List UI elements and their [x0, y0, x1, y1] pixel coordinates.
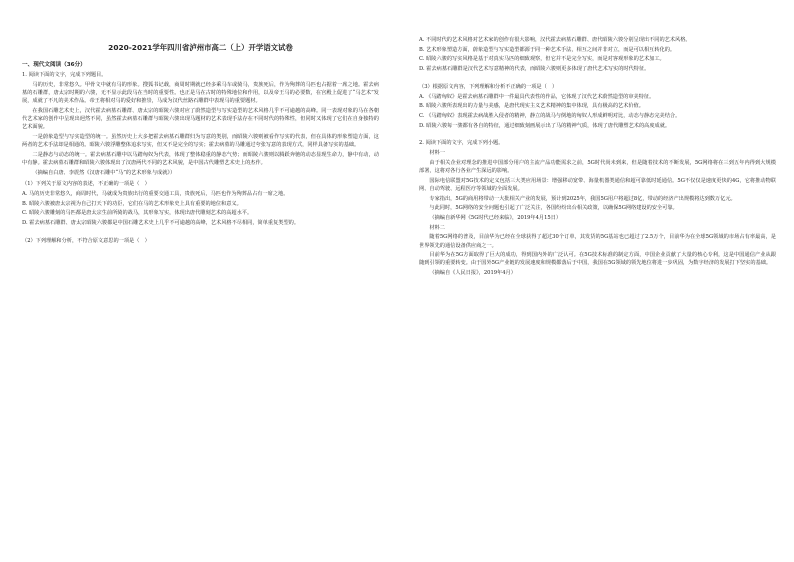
- source-note: （摘编自新华网《5G时代已经来临》，2019年4月15日）: [429, 214, 562, 221]
- option: A. 不同时代的艺术风格对艺术家的创作有很大影响，汉代霍去病墓石雕群、唐代昭陵六骏分别呈现出不同的艺术风格。: [419, 37, 691, 43]
- paragraph: 与此同时，5G网络的安全问题也引起了广泛关注，各国纷纷出台相关政策，以确保5G网络建设的安全可靠。: [429, 205, 678, 212]
- paragraph: 二是静态与动态的统一。霍去病墓石雕中以马踏匈奴为代表，体现了整体稳重的静态气势；而昭陵六骏则以腾跃奔驰的动态显现生命力，静中有动，动中有静。霍去病墓石雕群和昭陵六骏体现出了汉唐两代不同的艺术风貌，是中国古代雕塑艺术史上的杰作。: [22, 152, 379, 167]
- right-column: [419, 36, 776, 279]
- paragraph: 由于相关企业对理念的推进中国部分用户的主流产品功能需求之前，5G时代尚未到来，但是随着技术的不断发展，5G网络将在三到五年内得到大规模部署，这将对各行各业产生深远的影响。: [419, 159, 776, 174]
- source-note: （摘编自白唐、李震然《汉唐石雕中“马”的艺术形象与成就》）: [32, 169, 176, 176]
- section-heading: 一、现代文阅读（36分）: [22, 62, 86, 68]
- option: C. 《马踏匈奴》表现霍去病战胜入侵者的精神，静立的战马与倒地的匈奴人形成鲜明对比，动态与静态完美结合。: [419, 112, 681, 119]
- paragraph: 国际电信联盟对5G技术的定义包括三大类应用场景：增强移动宽带、海量机器类通信和超可靠低时延通信。5G不仅仅是速度更快的4G，它将推动物联网、自动驾驶、远程医疗等领域的全面发展。: [419, 177, 776, 192]
- option: D. 霍去病墓石雕群、唐太宗昭陵六骏都是中国石雕艺术史上几乎不可逾越的高峰，艺术风格不尽相同，简单重复类型的。: [22, 219, 300, 226]
- page-title: 2020-2021学年四川省泸州市高二（上）开学语文试卷: [108, 43, 293, 52]
- paragraph: 一是蔚象造型与写实造型的统一。虽然历史上大多把霍去病墓石雕群归为写意的类别，而昭陵六骏则被看作写实的代表，但在具体的形象塑造方面，这两者的艺术手法却是相通的。昭陵六骏浮雕整体追求写实，但又不是完全的写实；霍去病墓的马雕通过夸张写意的表现方式，同样具备写实的基础。: [22, 134, 379, 149]
- material-label: 材料二: [429, 224, 445, 231]
- source-note: （摘编自《人民日报》，2019年4月）: [429, 270, 516, 277]
- option: A. 马的历史非常悠久，商周时代，马就成为贵族出行的重要交通工具，贵族死后，马匹也作为殉葬品占有一席之地。: [22, 190, 289, 197]
- question-3: （3）根据原文内容，下列理解和分析不正确的一项是（ ）: [419, 83, 558, 90]
- paragraph: 在我国石雕艺术史上，汉代霍去病墓石雕群、唐太宗的昭陵六骏对应了蔚然造型与写实造型的艺术风格几乎不可逾越的高峰。同一表现对象的马在各朝代艺术家的创作中呈现出迥然不同，虽然霍去病墓石雕群与昭陵六骏出现马题材的艺术表现手法存在不同时代的特殊性，但同时又体现了它们在自身独特的艺术面貌。: [22, 108, 379, 131]
- option: D. 昭陵六骏每一骏都有各自的特征，通过细致刻画展示出了马的精神气质，体现了唐代雕塑艺术的高度成就。: [419, 122, 671, 129]
- option: D. 霍去病墓石雕群是汉代艺术写意精神的代表，而昭陵六骏则更多体现了唐代艺术写实的时代特征。: [419, 66, 650, 73]
- option: B. 艺术形象塑造方面，蔚象造型与写实造型都源于同一种艺术手法，相互之间并非对立，而是可以相互转化的。: [419, 46, 676, 53]
- paragraph: 专家指出，5G的商用将带动一大批相关产业的发展，预计到2025年，我国5G用户将超过8亿，带动的经济产出规模将达到数万亿元。: [429, 195, 736, 202]
- option: C. 昭陵六骏的写实风格是基于对真实马匹的细致观察，但它并不是完全写实，而是对客观形象的艺术加工。: [419, 56, 665, 63]
- option: B. 昭陵六骏被唐太宗视为自己打天下的功臣，它们在马的艺术形象史上具有重要的地位和意义。: [22, 200, 242, 207]
- paragraph: 随着5G网络的普及，目前华为已经在全球获得了超过30个订单，其发货的5G基站也已超过了2.5万个，目前华为在全球5G领域的市场占有率最高，是世界领先的通信设备供应商之一。: [419, 234, 776, 249]
- material-label: 材料一: [429, 150, 445, 157]
- left-column: [22, 58, 379, 246]
- question-2: （2）下列理解和分析，不符合原文意思的一项是（ ）: [22, 237, 150, 244]
- sub-question: 2. 阅读下面的文字，完成下列小题。: [419, 140, 504, 147]
- question-1: （1）下列关于原文内容的表述，不正确的一项是（ ）: [22, 181, 150, 188]
- sub-question: 1. 阅读下面的文字，完成下列题目。: [22, 72, 107, 79]
- option: C. 昭陵六骏雕刻的马匹都是唐太宗生前所骑的战马，其形象写实，体现出唐代雕刻艺术的高超水平。: [22, 210, 253, 217]
- option: B. 昭陵六骏所表现出的力量与美感，是唐代现实主义艺术精神的集中体现，具有极高的艺术价值。: [419, 103, 644, 110]
- option: A. 《马踏匈奴》是霍去病墓石雕群中一件最具代表性的作品，它体现了汉代艺术蔚然造型的审美特征。: [419, 93, 655, 100]
- paragraph: 目前华为在5G方面取得了巨大的成功，得到国内外的广泛认可。在5G技术标准的制定方面，中国企业贡献了大量的核心专利，这是中国通信产业从跟随到引领的重要转变。由于国外5G产业链的发展速度和规模都落后于中国，我国在5G领域的领先地位将进一步巩固，为数字经济的发展打下坚实的基础。: [419, 252, 776, 267]
- paragraph: 马的历史，非常悠久。甲骨文中就有马的形象。搜狐书记载，商周时期就已经多乘马车或骑马，贵族死后，作为殉葬的马匹也占据着一席之地。霍去病墓的石雕群，唐太宗时期的六骏，无不显示此段马在当时的重要性。也正是马在古时的特殊地位和作用，以及帝王马的必要数，在宫殿上促进了“马艺术”发展，成就了不凡的美术作品。帝王将相对马的爱好和推崇，马成为汉代丝路石雕群中表现马的重要题材。: [22, 81, 379, 105]
